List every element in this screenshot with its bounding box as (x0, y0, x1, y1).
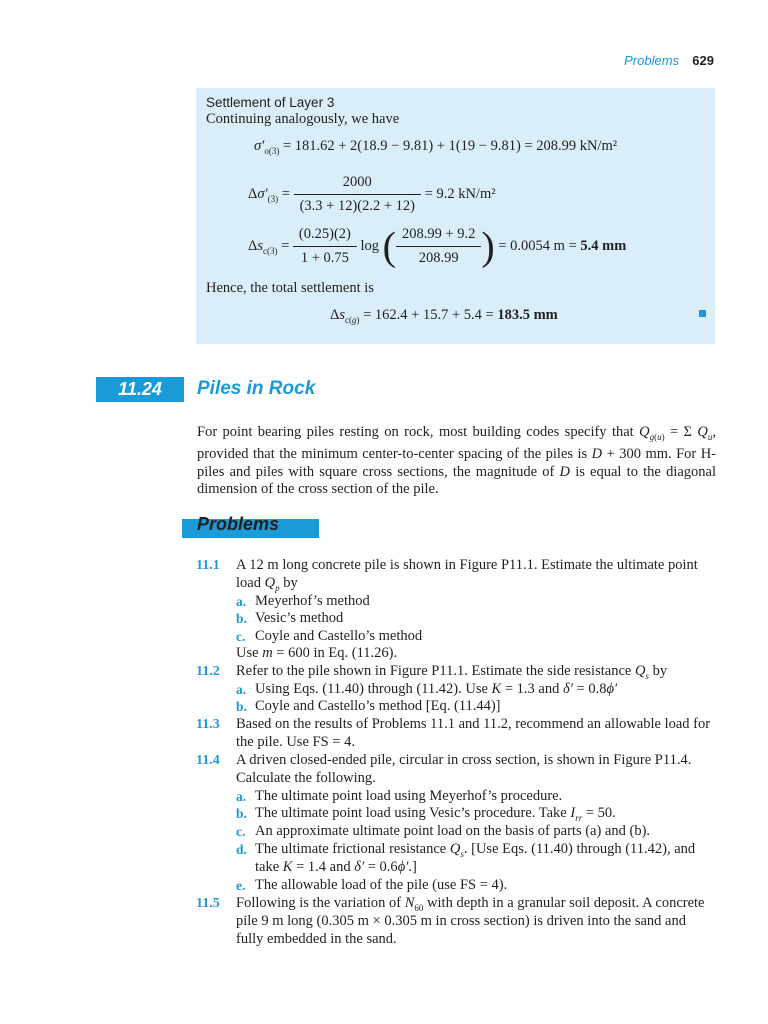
left-paren: ( (382, 223, 396, 269)
problem-text: pile 9 m long (0.305 m × 0.305 m in cross section) is driven into the sand and (236, 913, 686, 929)
problem-letter: a. (236, 594, 247, 609)
problem-letter: a. (236, 789, 247, 804)
problem-text: Coyle and Castello’s method (255, 628, 423, 644)
problem-text: A 12 m long concrete pile is shown in Figure P11.1. Estimate the ultimate point (236, 557, 698, 573)
section-paragraph: For point bearing piles resting on rock, most building codes specify that $Q_{g(u)} = \Sigma$ $Q_u$, provided that the minimum center-to-center spacing of the piles is D + 300 mm. For H-piles and piles with square cross sections, the magnitude of D is equal to the diagonal dimension of the cross section of the pile. (197, 424, 716, 498)
eq3-denominator: 1 + 0.75 (300, 250, 349, 266)
eq3-rhs: = 0.0054 m = (498, 237, 577, 254)
problem-text: Meyerhof’s method (255, 593, 370, 609)
eq1-rhs: = 181.62 + 2(18.9 − 9.81) + 1(19 − 9.81) = 208.99 kN/m² (282, 138, 618, 154)
eq2-numerator: 2000 (294, 174, 421, 195)
problem-text: Following is the variation of $N_{60}$ with depth in a granular soil deposit. A concrete (236, 895, 705, 913)
problem-text: A driven closed-ended pile, circular in cross section, is shown in Figure P11.4. (236, 752, 692, 768)
problem-letter: b. (236, 806, 247, 821)
problem-text: Vesic’s method (255, 610, 344, 626)
problem-text: take K = 1.4 and δ′ = 0.6ϕ′.] (255, 859, 417, 875)
problem-text: The ultimate point load using Meyerhof’s procedure. (255, 788, 563, 804)
problem-number: 11.4 (196, 753, 220, 768)
problem-number: 11.2 (196, 664, 220, 679)
problem-text: Refer to the pile shown in Figure P11.1. Estimate the side resistance $Q_s$ by (236, 663, 668, 681)
eq2-denominator: (3.3 + 12)(2.2 + 12) (299, 198, 416, 214)
problem-text: load $Q_p$ by (236, 575, 298, 593)
section-number: 11.24 (96, 377, 184, 402)
problem-text: The ultimate frictional resistance $Q_s$. [Use Eqs. (11.40) through (11.42), and (255, 841, 696, 859)
problem-text: Using Eqs. (11.40) through (11.42). Use K = 1.3 and δ′ = 0.8ϕ′ (255, 681, 618, 697)
problem-number: 11.1 (196, 558, 220, 573)
problem-text: Based on the results of Problems 11.1 and 11.2, recommend an allowable load for (236, 716, 711, 732)
eq4-lhs: $\Delta s_{c(g)} = 162.4 + 15.7 + 5.4$ = (330, 307, 494, 325)
eq3-inner-numerator: 208.99 + 9.2 (396, 226, 481, 247)
eq2-lhs: $\Delta\sigma'_{(3)}$ = (248, 185, 290, 204)
eq3-inner-denominator: 208.99 (418, 250, 459, 266)
problem-text: The ultimate point load using Vesic’s procedure. Take $I_{rr} = 50$. (255, 805, 616, 823)
problem-text: Calculate the following. (236, 770, 376, 786)
problem-text: fully embedded in the sand. (236, 931, 397, 947)
eq2-rhs: = 9.2 kN/m² (424, 185, 496, 202)
eq3-log: log (360, 237, 380, 254)
problem-text: the pile. Use FS = 4. (236, 734, 355, 750)
problem-letter: d. (236, 842, 247, 857)
problem-letter: e. (236, 878, 246, 893)
problem-text: An approximate ultimate point load on the basis of parts (a) and (b). (255, 823, 651, 839)
eq3-result: 5.4 mm (580, 237, 627, 254)
problem-letter: c. (236, 824, 246, 839)
example-intro: Continuing analogously, we have (206, 111, 400, 127)
example-hence: Hence, the total settlement is (206, 280, 374, 296)
problems-heading: Problems (197, 514, 280, 534)
right-paren: ) (481, 223, 495, 269)
problem-number: 11.5 (196, 896, 220, 911)
page-number: 629 (692, 53, 714, 68)
problem-text: The allowable load of the pile (use FS = 4). (255, 877, 508, 893)
problem-letter: b. (236, 611, 247, 626)
example-heading: Settlement of Layer 3 (206, 95, 335, 110)
eq3-numerator: (0.25)(2) (293, 226, 357, 247)
section-title: Piles in Rock (197, 378, 316, 399)
problem-text: Coyle and Castello’s method [Eq. (11.44)] (255, 698, 501, 714)
eq1-lhs: $\sigma'_{o(3)}$ (254, 138, 280, 156)
problem-text: Use m = 600 in Eq. (11.26). (236, 645, 398, 661)
problem-letter: b. (236, 699, 247, 714)
problem-letter: a. (236, 682, 247, 697)
running-head-section: Problems (624, 53, 680, 68)
eq4-result: 183.5 mm (497, 307, 558, 323)
problem-letter: c. (236, 629, 246, 644)
problem-number: 11.3 (196, 717, 220, 732)
eq3-lhs: $\Delta s_{c(3)}$ = (248, 237, 290, 256)
